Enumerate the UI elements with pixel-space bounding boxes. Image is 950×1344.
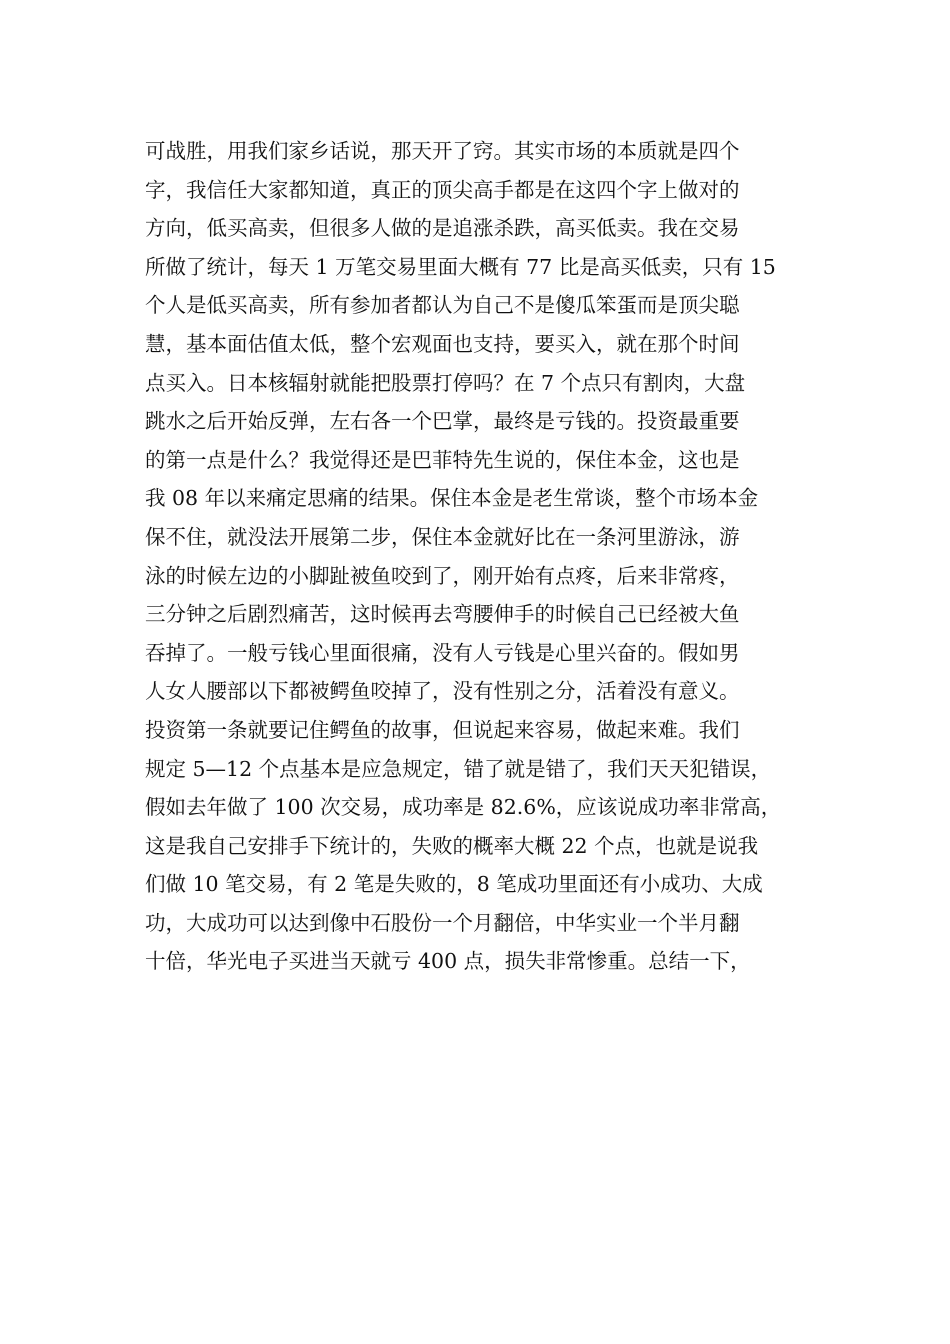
text-line: 方向，低买高卖，但很多人做的是追涨杀跌，高买低卖。我在交易 xyxy=(145,216,740,241)
text-line: 个人是低买高卖，所有参加者都认为自己不是傻瓜笨蛋而是顶尖聪 xyxy=(145,293,740,318)
text-line: 三分钟之后剧烈痛苦，这时候再去弯腰伸手的时候自己已经被大鱼 xyxy=(145,602,740,627)
text-line: 字，我信任大家都知道，真正的顶尖高手都是在这四个字上做对的 xyxy=(145,177,740,202)
text-line: 跳水之后开始反弹，左右各一个巴掌，最终是亏钱的。投资最重要 xyxy=(145,409,740,434)
text-line: 人女人腰部以下都被鳄鱼咬掉了，没有性别之分，活着没有意义。 xyxy=(145,679,740,704)
text-line: 保不住，就没法开展第二步，保住本金就好比在一条河里游泳，游 xyxy=(145,524,740,549)
text-line: 这是我自己安排手下统计的，失败的概率大概 22 个点，也就是说我 xyxy=(145,833,759,858)
text-line: 十倍，华光电子买进当天就亏 400 点，损失非常惨重。总结一下， xyxy=(145,949,751,974)
text-line: 投资第一条就要记住鳄鱼的故事，但说起来容易，做起来难。我们 xyxy=(145,717,740,742)
text-line: 的第一点是什么？我觉得还是巴菲特先生说的，保住本金，这也是 xyxy=(145,447,740,472)
text-line: 假如去年做了 100 次交易，成功率是 82.6%，应该说成功率非常高， xyxy=(145,795,782,820)
body-text xyxy=(145,132,825,981)
text-line: 功，大成功可以达到像中石股份一个月翻倍，中华实业一个半月翻 xyxy=(145,910,740,935)
text-line: 点买入。日本核辐射就能把股票打停吗？在 7 个点只有割肉，大盘 xyxy=(145,370,746,395)
text-line: 所做了统计，每天 1 万笔交易里面大概有 77 比是高买低卖，只有 15 xyxy=(145,254,776,279)
text-line: 慧，基本面估值太低，整个宏观面也支持，要买入，就在那个时间 xyxy=(145,331,740,356)
text-line: 泳的时候左边的小脚趾被鱼咬到了，刚开始有点疼，后来非常疼， xyxy=(145,563,740,588)
text-line: 我 08 年以来痛定思痛的结果。保住本金是老生常谈，整个市场本金 xyxy=(145,486,759,511)
text-line: 们做 10 笔交易，有 2 笔是失败的，8 笔成功里面还有小成功、大成 xyxy=(145,872,763,897)
text-line: 规定 5—12 个点基本是应急规定，错了就是错了，我们天天犯错误， xyxy=(145,756,772,781)
text-line: 可战胜，用我们家乡话说，那天开了窍。其实市场的本质就是四个 xyxy=(145,139,740,163)
text-line: 吞掉了。一般亏钱心里面很痛，没有人亏钱是心里兴奋的。假如男 xyxy=(145,640,740,665)
